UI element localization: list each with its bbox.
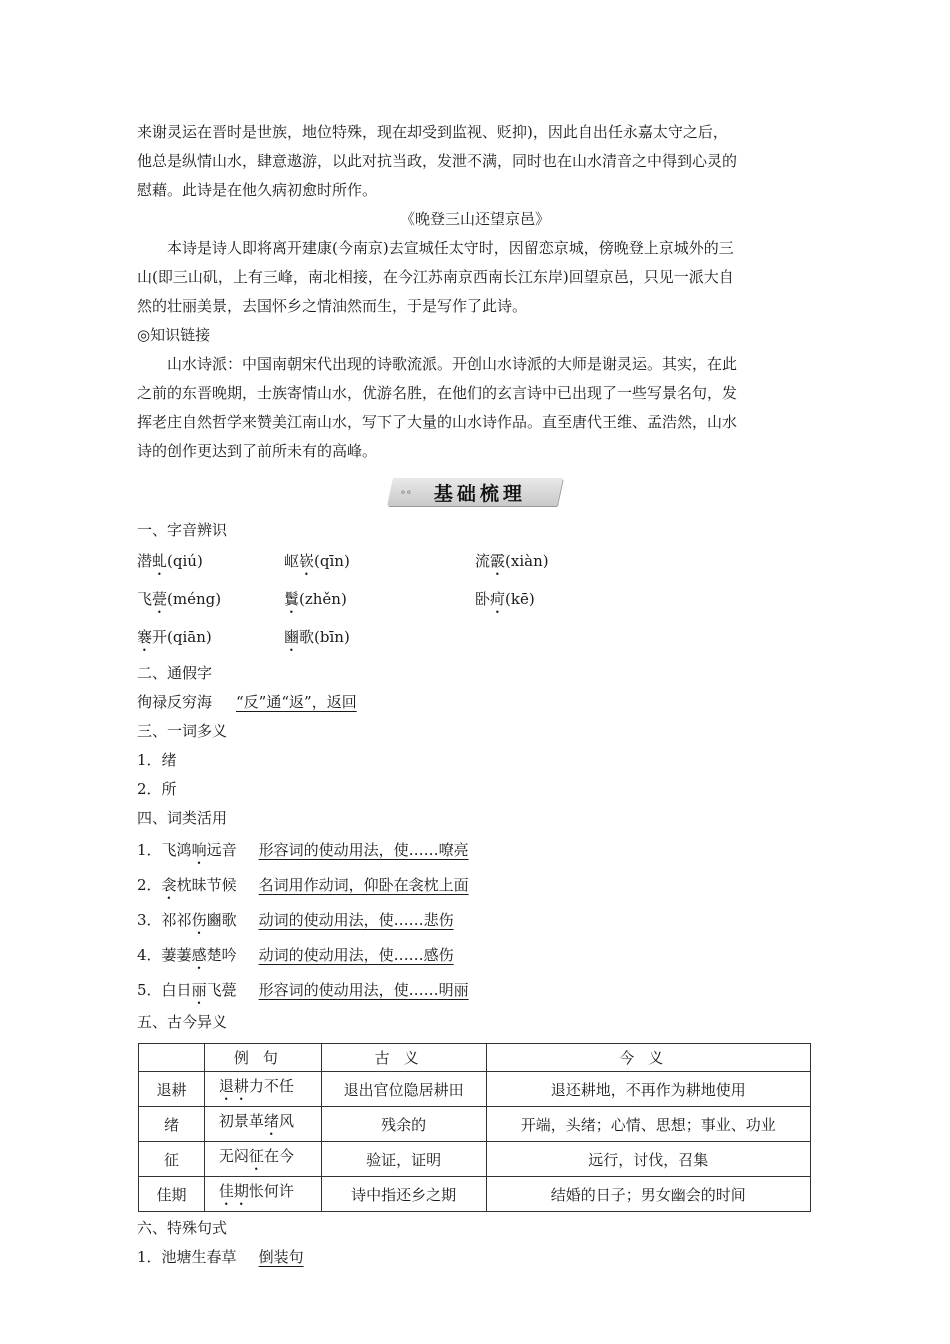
- wordclass-item: 1．飞鸿响远音 形容词的使动用法，使……嘹亮: [137, 841, 469, 859]
- table-cell-word: 佳期: [139, 1177, 205, 1212]
- tongjia-phrase: 徇禄反穷海: [137, 693, 213, 711]
- banner-title: 基础梳理: [433, 482, 526, 505]
- pron-item: 岖嵚(qīn): [284, 552, 350, 570]
- wordclass-item: 2．衾枕昧节候 名词用作动词，仰卧在衾枕上面: [137, 876, 469, 894]
- table-cell-modern: 结婚的日子；男女幽会的时间: [486, 1177, 811, 1212]
- wordclass-item: 3．祁祁伤豳歌 动词的使动用法，使……悲伤: [137, 911, 454, 929]
- poem-intro-paragraph: [137, 234, 813, 321]
- table-cell-example: 佳期怅何许: [204, 1177, 321, 1212]
- table-row: [139, 1177, 811, 1212]
- tongjia-item: [137, 688, 813, 717]
- pronunciation-grid: [137, 547, 813, 655]
- wordclass-answer: 形容词的使动用法，使……明丽: [258, 981, 469, 999]
- polysemy-item: 1．绪: [137, 751, 177, 769]
- section-special-heading: 六、特殊句式: [137, 1219, 228, 1237]
- special-phrase: 池塘生春草: [161, 1248, 237, 1266]
- section-tongjia-heading: 二、通假字: [137, 664, 213, 682]
- knowledge-line: 山水诗派：中国南朝宋代出现的诗歌流派。开创山水诗派的大师是谢灵运。其实，在此: [167, 355, 738, 373]
- wordclass-answer: 形容词的使动用法，使……嘹亮: [258, 841, 469, 859]
- pron-item: 褰开(qiān): [137, 628, 212, 646]
- knowledge-heading: ◎知识链接: [137, 326, 211, 344]
- wordclass-item: 5．白日丽飞甍 形容词的使动用法，使……明丽: [137, 981, 469, 999]
- wordclass-answer: 动词的使动用法，使……悲伤: [258, 911, 454, 929]
- intro-paragraph: [137, 118, 813, 205]
- table-header-cell: 例句: [204, 1044, 321, 1072]
- banner-decoration-icon: ∘∘: [399, 485, 412, 499]
- intro-line: 来谢灵运在晋时是世族，地位特殊，现在却受到监视、贬抑)，因此自出任永嘉太守之后，: [137, 123, 728, 141]
- table-cell-ancient: 退出官位隐居耕田: [321, 1072, 486, 1107]
- knowledge-line: 挥老庄自然哲学来赞美江南山水，写下了大量的山水诗作品。直至唐代王维、孟浩然，山水: [137, 413, 738, 431]
- table-cell-example: 无闷征在今: [204, 1142, 321, 1177]
- special-item: 1．池塘生春草 倒装句: [137, 1248, 304, 1266]
- pron-item: 卧疴(kē): [475, 590, 535, 608]
- pron-item: 飞甍(méng): [137, 590, 222, 608]
- pron-item: 潜虬(qiú): [137, 552, 203, 570]
- table-cell-ancient: 验证，证明: [321, 1142, 486, 1177]
- table-cell-word: 征: [139, 1142, 205, 1177]
- pron-item: 流霰(xiàn): [475, 552, 549, 570]
- intro-line: 他总是纵情山水，肆意遨游，以此对抗当政，发泄不满，同时也在山水清音之中得到心灵的: [137, 152, 738, 170]
- section-polysemy-heading: 三、一词多义: [137, 722, 228, 740]
- document-content: [137, 118, 813, 1272]
- table-cell-modern: 远行，讨伐，召集: [486, 1142, 811, 1177]
- poem-intro-line: 山(即三山矶，上有三峰，南北相接，在今江苏南京西南长江东岸)回望京邑，只见一派大自: [137, 268, 734, 286]
- polysemy-item: 2．所: [137, 780, 177, 798]
- section-pronunciation-heading: 一、字音辨识: [137, 521, 228, 539]
- table-cell-ancient: 残余的: [321, 1107, 486, 1142]
- poem-intro-line: 本诗是诗人即将离开建康(今南京)去宣城任太守时，因留恋京城，傍晚登上京城外的三: [167, 239, 734, 257]
- banner-plate: [387, 478, 563, 506]
- table-cell-word: 绪: [139, 1107, 205, 1142]
- table-row: [139, 1072, 811, 1107]
- table-cell-modern: 开端，头绪；心情、思想；事业、功业: [486, 1107, 811, 1142]
- table-cell-modern: 退还耕地，不再作为耕地使用: [486, 1072, 811, 1107]
- pron-item: 豳歌(bīn): [284, 628, 350, 646]
- knowledge-line: 之前的东晋晚期，士族寄情山水，优游名胜，在他们的玄言诗中已出现了一些写景名句，发: [137, 384, 738, 402]
- section-banner: [137, 470, 813, 514]
- table-header-row: [139, 1044, 811, 1072]
- table-header-cell: 古义: [321, 1044, 486, 1072]
- table-header-cell: [139, 1044, 205, 1072]
- poem-title: 《晚登三山还望京邑》: [399, 210, 550, 228]
- pron-item: 鬒(zhěn): [284, 590, 347, 608]
- section-ancient-modern-heading: 五、古今异义: [137, 1013, 228, 1031]
- wordclass-item: 4．萋萋感楚吟 动词的使动用法，使……感伤: [137, 946, 454, 964]
- intro-line: 慰藉。此诗是在他久病初愈时所作。: [137, 181, 378, 199]
- table-row: [139, 1142, 811, 1177]
- poem-intro-line: 然的壮丽美景，去国怀乡之情油然而生，于是写作了此诗。: [137, 297, 528, 315]
- ancient-modern-table: [138, 1043, 811, 1212]
- wordclass-answer: 名词用作动词，仰卧在衾枕上面: [258, 876, 469, 894]
- tongjia-answer: “反”通“返”，返回: [236, 693, 357, 711]
- table-cell-word: 退耕: [139, 1072, 205, 1107]
- table-header-cell: 今义: [486, 1044, 811, 1072]
- knowledge-paragraph: [137, 350, 813, 466]
- table-cell-example: 初景革绪风: [204, 1107, 321, 1142]
- knowledge-line: 诗的创作更达到了前所未有的高峰。: [137, 442, 378, 460]
- table-row: [139, 1107, 811, 1142]
- section-wordclass-heading: 四、词类活用: [137, 809, 228, 827]
- table-cell-example: 退耕力不任: [204, 1072, 321, 1107]
- wordclass-answer: 动词的使动用法，使……感伤: [258, 946, 454, 964]
- special-answer: 倒装句: [258, 1248, 304, 1266]
- table-cell-ancient: 诗中指还乡之期: [321, 1177, 486, 1212]
